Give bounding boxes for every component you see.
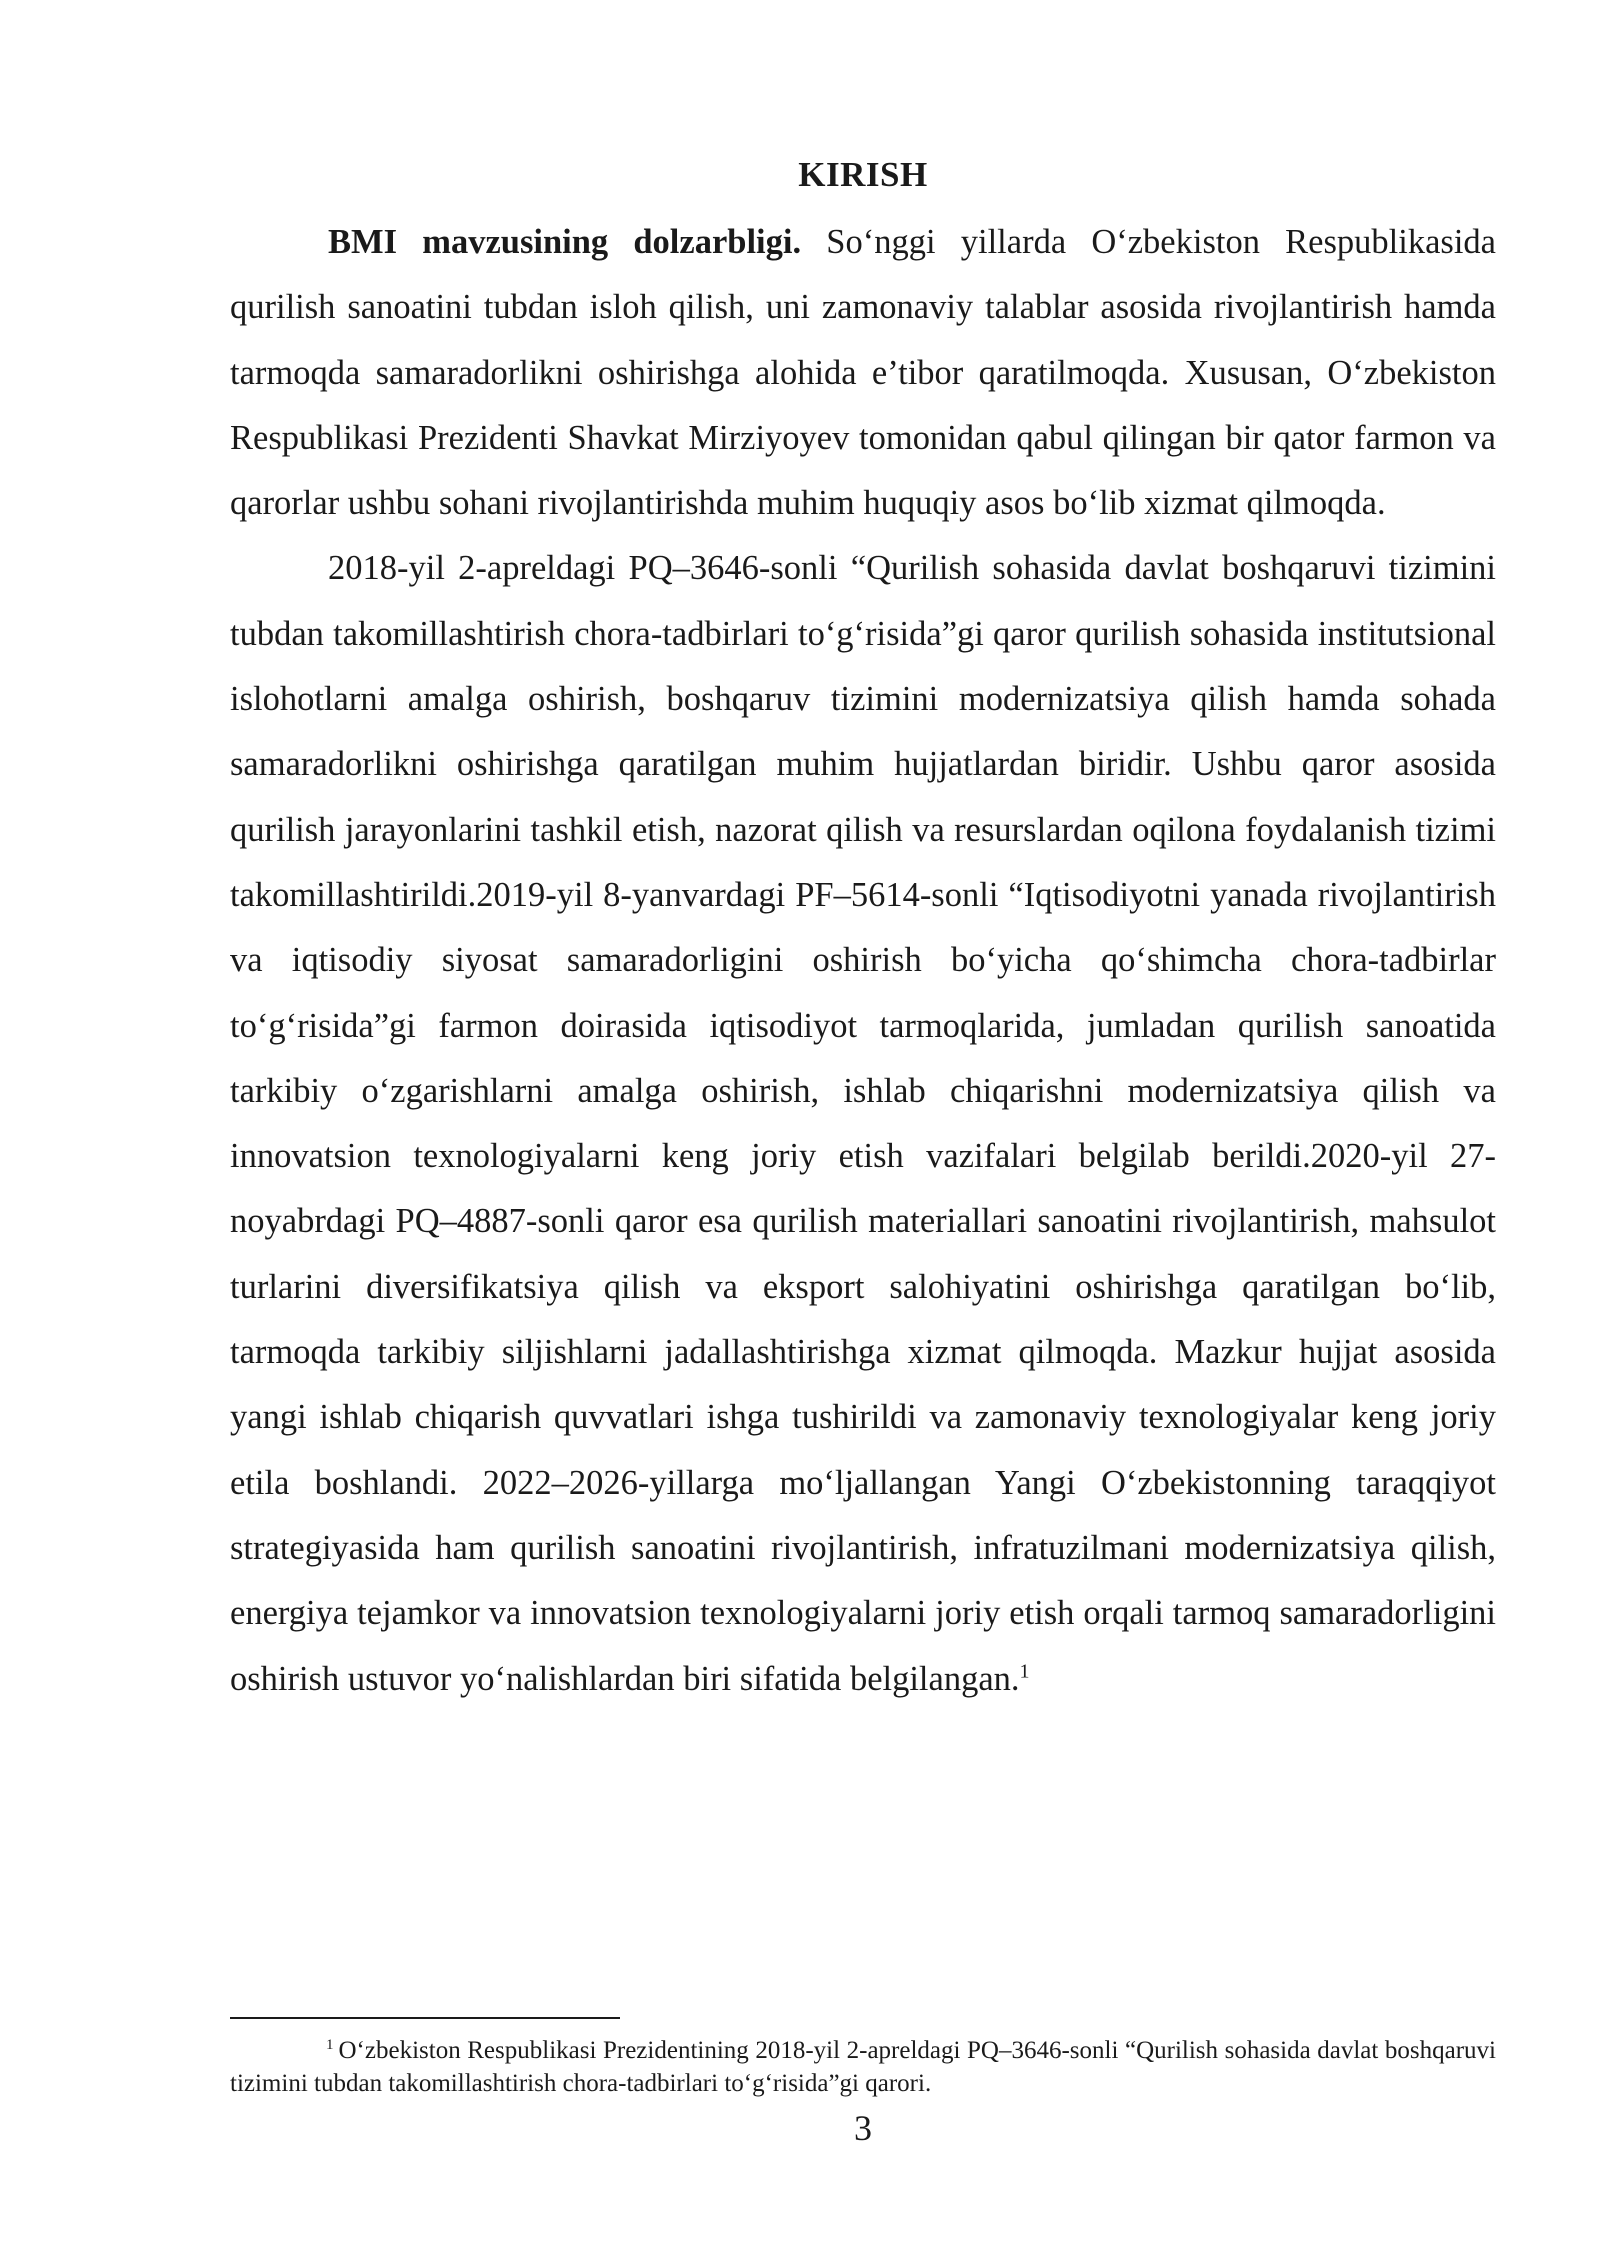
- footnote-mark: 1: [326, 2036, 334, 2053]
- intro-text: So‘nggi yillarda O‘zbekiston Respublikasida qurilish sanoatini tubdan isloh qilish, uni zamonaviy talablar asosida rivojlantirish hamda tarmoqda samaradorlikni oshirishga alohida e’tibor qaratilmoqda. Xususan, O‘zbekiston Respublikasi Prezidenti Shavkat Mirziyoyev tomonidan qabul qilingan bir qator farmon va qarorlar ushbu sohani rivojlantirishda muhim huquqiy asos bo‘lib xizmat qilmoqda.: [230, 223, 1496, 523]
- footnote-reference[interactable]: 1: [1019, 1660, 1030, 1683]
- section-heading: KIRISH: [798, 155, 928, 194]
- legislation-paragraph: [230, 536, 1496, 1711]
- paragraph-lead: BMI mavzusining dolzarbligi.: [328, 223, 802, 261]
- intro-paragraph: [230, 210, 1496, 536]
- footnote: [230, 2034, 1496, 2100]
- document-page: [230, 0, 1496, 2262]
- footnote-item: [230, 2034, 1496, 2100]
- legislation-text: 2018-yil 2-apreldagi PQ–3646-sonli “Qurilish sohasida davlat boshqaruvi tizimini tubdan takomillashtirish chora-tadbirlari to‘g‘risida”gi qaror qurilish sohasida institutsional islohotlarni amalga oshirish, boshqaruv tizimini modernizatsiya qilish hamda sohada samaradorlikni oshirishga qaratilgan muhim hujjatlardan biridir. Ushbu qaror asosida qurilish jarayonlarini tashkil etish, nazorat qilish va resurslardan oqilona foydalanish tizimi takomillashtirildi.2019-yil 8-yanvardagi PF–5614-sonli “Iqtisodiyotni yanada rivojlantirish va iqtisodiy siyosat samaradorligini oshirish bo‘yicha qo‘shimcha chora-tadbirlar to‘g‘risida”gi farmon doirasida iqtisodiyot tarmoqlarida, jumladan qurilish sanoatida tarkibiy o‘zgarishlarni amalga oshirish, ishlab chiqarishni modernizatsiya qilish va innovatsion texnologiyalarni keng joriy etish vazifalari belgilab berildi.2020-yil 27-noyabrdagi PQ–4887-sonli qaror esa qurilish materiallari sanoatini rivojlantirish, mahsulot turlarini diversifikatsiya qilish va eksport salohiyatini oshirishga qaratilgan bo‘lib, tarmoqda tarkibiy siljishlarni jadallashtirishga xizmat qilmoqda. Mazkur hujjat asosida yangi ishlab chiqarish quvvatlari ishga tushirildi va zamonaviy texnologiyalar keng joriy etila boshlandi. 2022–2026-yillarga mo‘ljallangan Yangi O‘zbekistonning taraqqiyot strategiyasida ham qurilish sanoatini rivojlantirish, infratuzilmani modernizatsiya qilish, energiya tejamkor va innovatsion texnologiyalarni joriy etish orqali tarmoq samaradorligini oshirish ustuvor yo‘nalishlardan biri sifatida belgilangan.: [230, 549, 1496, 1698]
- page-number: 3: [854, 2108, 872, 2148]
- footnote-text: O‘zbekiston Respublikasi Prezidentining 2018-yil 2-apreldagi PQ–3646-sonli “Qurilish sohasida davlat boshqaruvi tizimini tubdan takomillashtirish chora-tadbirlari to‘g‘risida”gi qarori.: [230, 2037, 1496, 2097]
- body-text: [230, 210, 1496, 1712]
- footnote-separator: [230, 2017, 620, 2019]
